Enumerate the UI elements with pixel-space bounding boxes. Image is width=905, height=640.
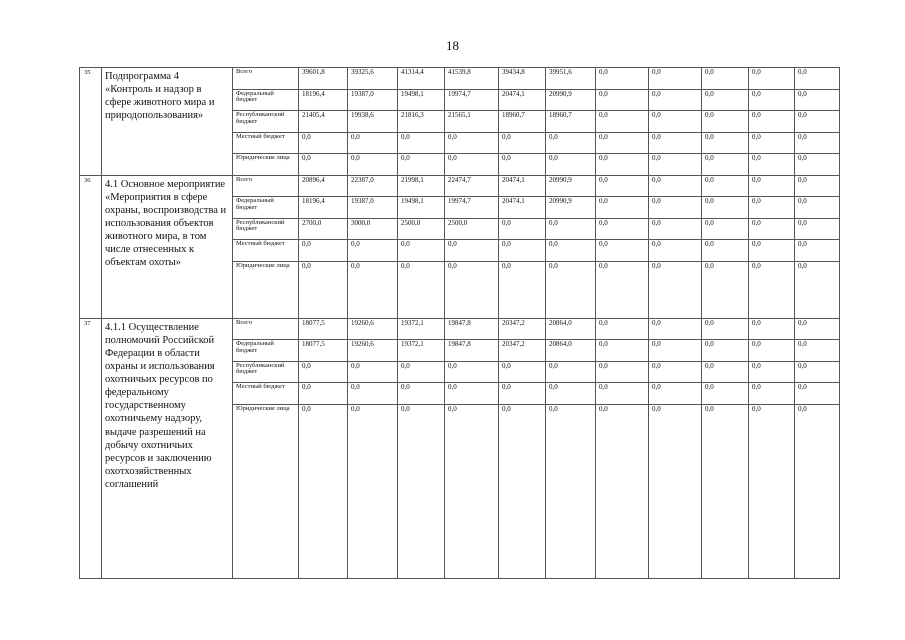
value-cell: 0,0 [795, 404, 840, 578]
value-cell: 0,0 [546, 218, 596, 240]
value-cell: 0,0 [702, 240, 749, 262]
value-cell: 0,0 [702, 318, 749, 340]
value-cell: 0,0 [398, 404, 445, 578]
value-cell: 0,0 [546, 361, 596, 383]
value-cell: 0,0 [649, 404, 702, 578]
value-cell: 0,0 [499, 261, 546, 318]
value-cell: 0,0 [299, 383, 348, 405]
funding-source: Всего [233, 68, 299, 90]
value-cell: 19372,1 [398, 340, 445, 362]
value-cell: 0,0 [702, 261, 749, 318]
value-cell: 41539,8 [445, 68, 499, 90]
value-cell: 0,0 [398, 154, 445, 176]
value-cell: 0,0 [596, 89, 649, 111]
value-cell: 0,0 [749, 132, 795, 154]
value-cell: 19260,6 [348, 340, 398, 362]
value-cell: 0,0 [596, 68, 649, 90]
value-cell: 0,0 [499, 404, 546, 578]
value-cell: 20474,1 [499, 197, 546, 219]
value-cell: 0,0 [445, 383, 499, 405]
value-cell: 20474,1 [499, 175, 546, 197]
funding-source: Всего [233, 175, 299, 197]
value-cell: 0,0 [795, 318, 840, 340]
value-cell: 0,0 [596, 361, 649, 383]
value-cell: 0,0 [546, 383, 596, 405]
value-cell: 0,0 [596, 175, 649, 197]
value-cell: 19974,7 [445, 89, 499, 111]
value-cell: 0,0 [702, 111, 749, 133]
value-cell: 19387,0 [348, 197, 398, 219]
value-cell: 19847,8 [445, 340, 499, 362]
value-cell: 0,0 [795, 111, 840, 133]
value-cell: 39325,6 [348, 68, 398, 90]
row-number: 37 [80, 318, 102, 578]
value-cell: 0,0 [546, 261, 596, 318]
value-cell: 0,0 [499, 240, 546, 262]
value-cell: 0,0 [596, 197, 649, 219]
value-cell: 0,0 [596, 154, 649, 176]
value-cell: 19260,6 [348, 318, 398, 340]
value-cell: 0,0 [299, 261, 348, 318]
program-name: 4.1.1 Осуществление полномочий Российской Федерации в области охраны и использования охотничьих ресурсов по федеральному государственному охотничьему надзору, выдаче разрешений на добычу охотничьих ресурсов и заключению охотхозяйственных соглашений [102, 318, 233, 578]
value-cell: 0,0 [596, 318, 649, 340]
value-cell: 0,0 [749, 261, 795, 318]
value-cell: 18196,4 [299, 197, 348, 219]
value-cell: 0,0 [749, 404, 795, 578]
value-cell: 0,0 [702, 404, 749, 578]
value-cell: 0,0 [596, 111, 649, 133]
value-cell: 0,0 [749, 197, 795, 219]
value-cell: 2500,0 [398, 218, 445, 240]
value-cell: 0,0 [348, 383, 398, 405]
program-name: 4.1 Основное мероприятие «Мероприятия в сфере охраны, воспроизводства и использования объектов животного мира, в том числе отнесенных к объектам охоты» [102, 175, 233, 318]
value-cell: 41314,4 [398, 68, 445, 90]
value-cell: 0,0 [348, 404, 398, 578]
value-cell: 19372,1 [398, 318, 445, 340]
row-number: 35 [80, 68, 102, 176]
value-cell: 0,0 [649, 154, 702, 176]
funding-source: Юридические лица [233, 154, 299, 176]
value-cell: 0,0 [398, 240, 445, 262]
value-cell: 20474,1 [499, 89, 546, 111]
value-cell: 18077,5 [299, 340, 348, 362]
value-cell: 0,0 [398, 261, 445, 318]
value-cell: 0,0 [596, 218, 649, 240]
value-cell: 0,0 [795, 89, 840, 111]
value-cell: 0,0 [596, 261, 649, 318]
funding-source: Федеральный бюджет [233, 89, 299, 111]
value-cell: 0,0 [445, 154, 499, 176]
funding-source: Республиканский бюджет [233, 361, 299, 383]
value-cell: 0,0 [795, 240, 840, 262]
value-cell: 0,0 [649, 261, 702, 318]
row-number: 36 [80, 175, 102, 318]
value-cell: 0,0 [398, 132, 445, 154]
value-cell: 18196,4 [299, 89, 348, 111]
value-cell: 0,0 [299, 361, 348, 383]
value-cell: 0,0 [795, 361, 840, 383]
value-cell: 0,0 [795, 197, 840, 219]
value-cell: 0,0 [649, 197, 702, 219]
value-cell: 0,0 [649, 361, 702, 383]
value-cell: 0,0 [348, 132, 398, 154]
value-cell: 19387,0 [348, 89, 398, 111]
table-row [80, 318, 840, 340]
value-cell: 0,0 [649, 89, 702, 111]
value-cell: 0,0 [546, 154, 596, 176]
value-cell: 3000,0 [348, 218, 398, 240]
value-cell: 20896,4 [299, 175, 348, 197]
value-cell: 0,0 [499, 218, 546, 240]
value-cell: 0,0 [445, 132, 499, 154]
value-cell: 19847,8 [445, 318, 499, 340]
value-cell: 0,0 [546, 132, 596, 154]
value-cell: 20990,9 [546, 89, 596, 111]
value-cell: 0,0 [348, 154, 398, 176]
value-cell: 20864,0 [546, 340, 596, 362]
value-cell: 0,0 [749, 218, 795, 240]
value-cell: 0,0 [348, 261, 398, 318]
value-cell: 0,0 [649, 240, 702, 262]
value-cell: 0,0 [702, 68, 749, 90]
value-cell: 0,0 [795, 340, 840, 362]
value-cell: 0,0 [702, 197, 749, 219]
value-cell: 22474,7 [445, 175, 499, 197]
value-cell: 0,0 [702, 218, 749, 240]
value-cell: 0,0 [649, 175, 702, 197]
value-cell: 0,0 [702, 154, 749, 176]
value-cell: 20990,9 [546, 197, 596, 219]
value-cell: 20990,9 [546, 175, 596, 197]
value-cell: 0,0 [596, 340, 649, 362]
value-cell: 0,0 [649, 340, 702, 362]
value-cell: 0,0 [795, 383, 840, 405]
value-cell: 20864,0 [546, 318, 596, 340]
value-cell: 20347,2 [499, 318, 546, 340]
value-cell: 0,0 [649, 318, 702, 340]
value-cell: 0,0 [702, 340, 749, 362]
value-cell: 0,0 [702, 132, 749, 154]
value-cell: 18960,7 [546, 111, 596, 133]
value-cell: 0,0 [749, 89, 795, 111]
value-cell: 21816,3 [398, 111, 445, 133]
value-cell: 19498,1 [398, 197, 445, 219]
value-cell: 0,0 [702, 383, 749, 405]
funding-source: Местный бюджет [233, 383, 299, 405]
value-cell: 19498,1 [398, 89, 445, 111]
value-cell: 0,0 [348, 240, 398, 262]
value-cell: 22387,0 [348, 175, 398, 197]
value-cell: 0,0 [445, 361, 499, 383]
value-cell: 0,0 [702, 89, 749, 111]
funding-source: Юридические лица [233, 261, 299, 318]
value-cell: 0,0 [749, 111, 795, 133]
value-cell: 0,0 [499, 154, 546, 176]
table-body [80, 68, 840, 579]
funding-source: Республиканский бюджет [233, 218, 299, 240]
value-cell: 2500,0 [445, 218, 499, 240]
value-cell: 0,0 [749, 340, 795, 362]
value-cell: 0,0 [596, 132, 649, 154]
funding-source: Федеральный бюджет [233, 340, 299, 362]
value-cell: 19938,6 [348, 111, 398, 133]
value-cell: 0,0 [649, 383, 702, 405]
value-cell: 0,0 [596, 383, 649, 405]
value-cell: 0,0 [702, 175, 749, 197]
value-cell: 0,0 [398, 361, 445, 383]
value-cell: 0,0 [649, 218, 702, 240]
funding-source: Местный бюджет [233, 240, 299, 262]
value-cell: 18077,5 [299, 318, 348, 340]
value-cell: 0,0 [398, 383, 445, 405]
value-cell: 0,0 [795, 175, 840, 197]
value-cell: 0,0 [546, 240, 596, 262]
value-cell: 0,0 [649, 132, 702, 154]
value-cell: 21405,4 [299, 111, 348, 133]
value-cell: 19974,7 [445, 197, 499, 219]
value-cell: 0,0 [749, 68, 795, 90]
funding-source: Юридические лица [233, 404, 299, 578]
value-cell: 0,0 [702, 361, 749, 383]
table-row [80, 68, 840, 90]
funding-source: Федеральный бюджет [233, 197, 299, 219]
funding-source: Республиканский бюджет [233, 111, 299, 133]
program-name: Подпрограмма 4 «Контроль и надзор в сфере животного мира и природопользования» [102, 68, 233, 176]
value-cell: 0,0 [499, 383, 546, 405]
budget-table [79, 67, 840, 579]
value-cell: 39951,6 [546, 68, 596, 90]
table-row [80, 175, 840, 197]
value-cell: 0,0 [299, 132, 348, 154]
value-cell: 0,0 [749, 383, 795, 405]
value-cell: 0,0 [499, 132, 546, 154]
value-cell: 0,0 [546, 404, 596, 578]
value-cell: 0,0 [795, 68, 840, 90]
value-cell: 39601,8 [299, 68, 348, 90]
value-cell: 0,0 [649, 68, 702, 90]
value-cell: 18960,7 [499, 111, 546, 133]
value-cell: 0,0 [795, 132, 840, 154]
funding-source: Местный бюджет [233, 132, 299, 154]
value-cell: 0,0 [348, 361, 398, 383]
funding-source: Всего [233, 318, 299, 340]
value-cell: 0,0 [795, 218, 840, 240]
value-cell: 0,0 [299, 240, 348, 262]
value-cell: 0,0 [649, 111, 702, 133]
value-cell: 0,0 [445, 240, 499, 262]
value-cell: 0,0 [299, 404, 348, 578]
value-cell: 21998,1 [398, 175, 445, 197]
value-cell: 0,0 [795, 154, 840, 176]
page-number: 18 [446, 38, 459, 53]
value-cell: 0,0 [499, 361, 546, 383]
value-cell: 0,0 [795, 261, 840, 318]
value-cell: 0,0 [749, 154, 795, 176]
value-cell: 0,0 [749, 175, 795, 197]
value-cell: 0,0 [749, 318, 795, 340]
value-cell: 0,0 [299, 154, 348, 176]
value-cell: 0,0 [749, 361, 795, 383]
value-cell: 0,0 [445, 261, 499, 318]
value-cell: 39434,8 [499, 68, 546, 90]
value-cell: 0,0 [749, 240, 795, 262]
value-cell: 0,0 [596, 404, 649, 578]
value-cell: 20347,2 [499, 340, 546, 362]
value-cell: 0,0 [445, 404, 499, 578]
value-cell: 0,0 [596, 240, 649, 262]
value-cell: 2700,0 [299, 218, 348, 240]
value-cell: 21565,1 [445, 111, 499, 133]
